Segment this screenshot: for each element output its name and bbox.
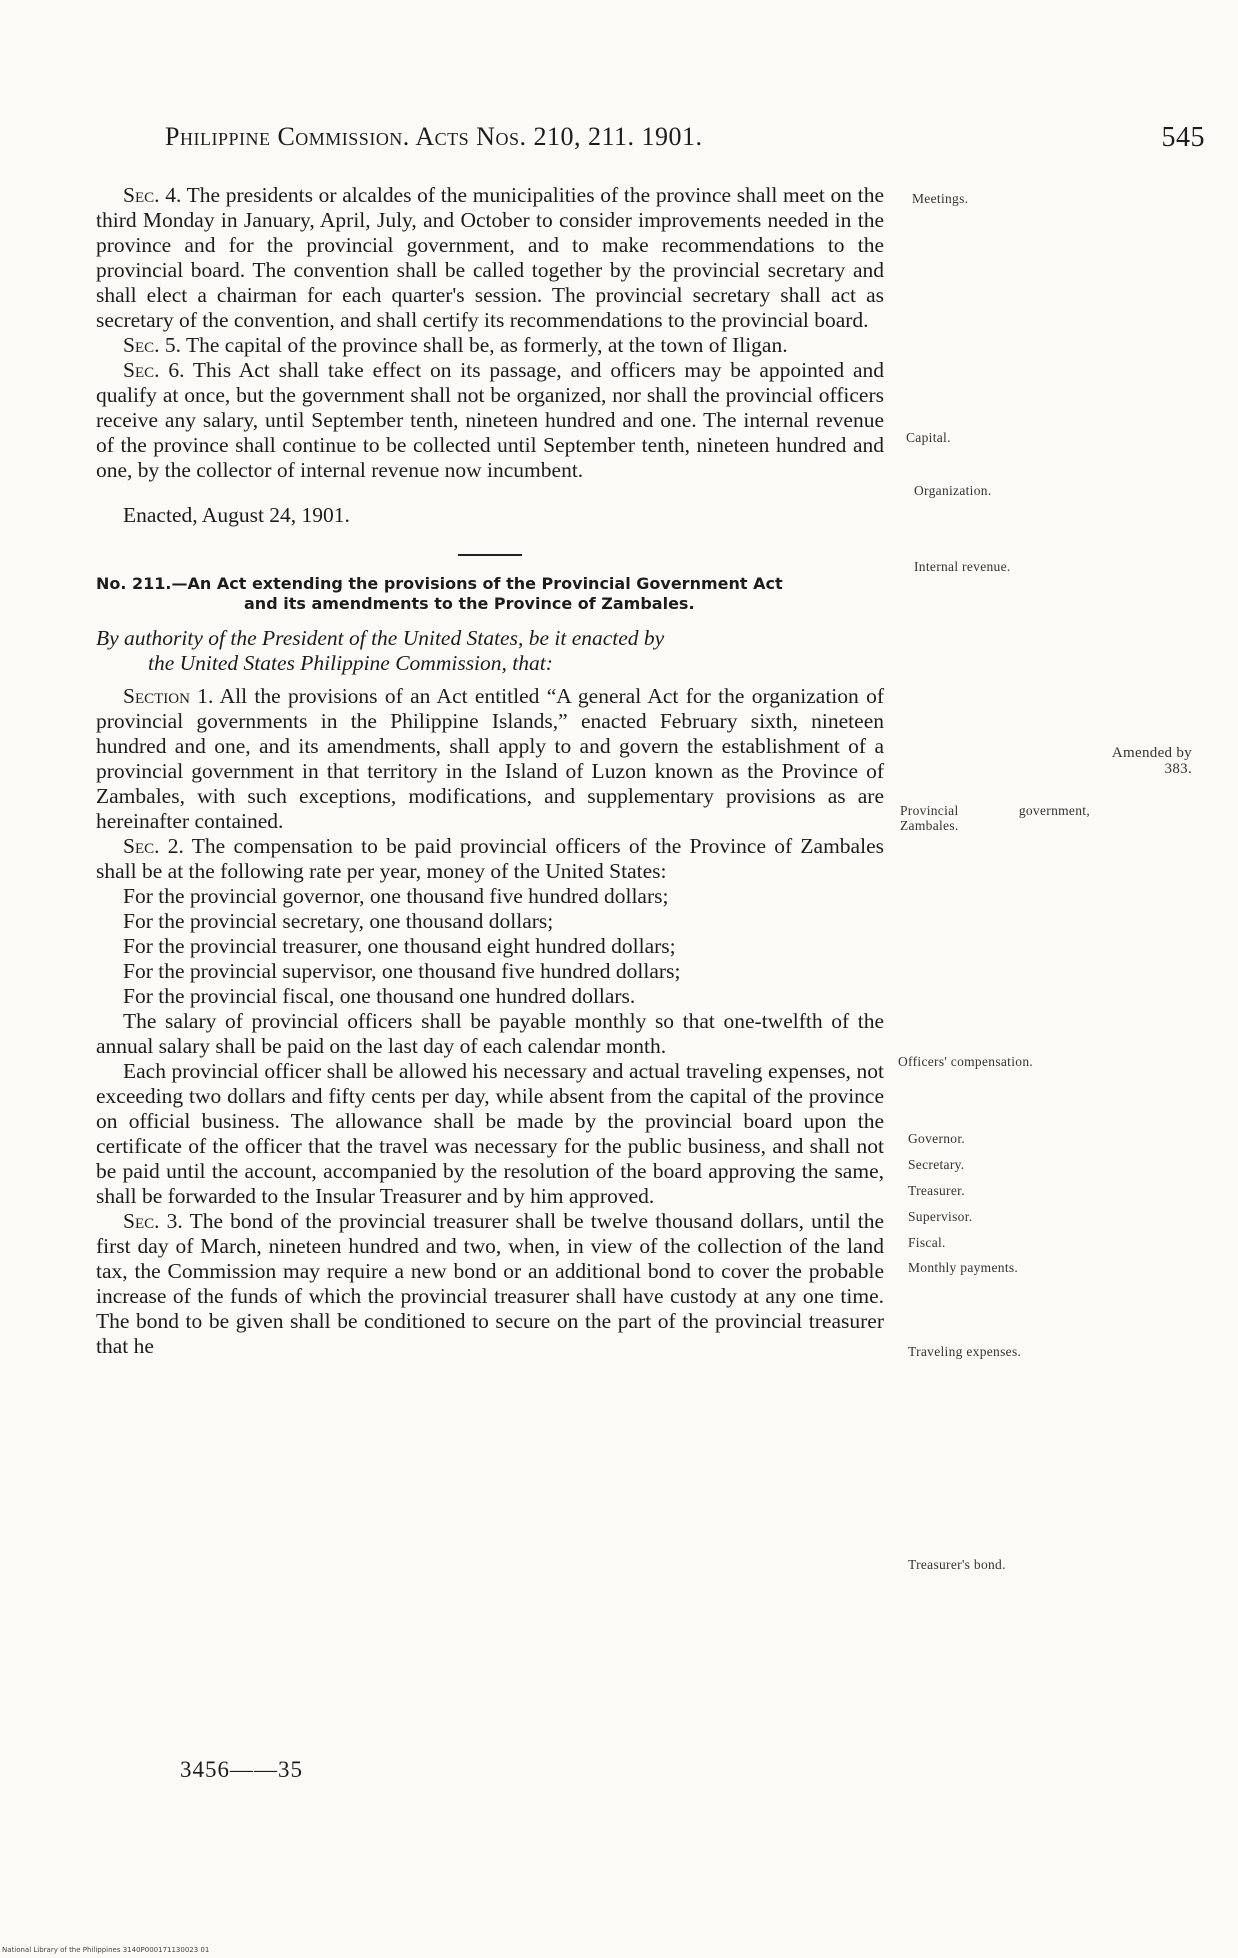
section-text: The presidents or alcaldes of the municipalities of the province shall meet on the third Monday in January, April, July, and October to consider improvements needed in the province and for the provincial government, and to make recommendations to the provincial board. The convention shall be called together by the provincial secretary and shall elect a chairman for each quarter's session. The provincial secretary shall act as secretary of the convention, and shall certify its recommendations to the provincial board. xyxy=(96,183,884,332)
section-text: The compensation to be paid provincial officers of the Province of Zambales shall be at the following rate per year, money of the United States: xyxy=(96,834,884,883)
section-lead: Section 1. xyxy=(123,684,214,708)
margin-note-secretary: Secretary. xyxy=(908,1157,965,1172)
margin-note-meetings: Meetings. xyxy=(912,191,969,206)
margin-note-traveling-expenses: Traveling expenses. xyxy=(908,1344,1022,1359)
salary-paragraph: The salary of provincial officers shall be payable monthly so that one-twelfth of the annual salary shall be paid on the last day of each calendar month. xyxy=(96,1009,884,1058)
act-title-line-1: No. 211.—An Act extending the provisions of the Provincial Government Act xyxy=(96,574,783,593)
section-lead: Sec. 3. xyxy=(123,1209,183,1233)
section-6-paragraph xyxy=(96,358,884,483)
section-text: All the provisions of an Act entitled “A general Act for the organization of provincial governments in the Philippine Islands,” enacted February sixth, nineteen hundred and one, and its amendments, shall apply to and govern the establishment of a provincial government in that territory in the Island of Luzon known as the Province of Zambales, with such exceptions, modifications, and supplementary provisions as are hereinafter contained. xyxy=(96,684,884,833)
section-3-paragraph xyxy=(96,1209,884,1359)
margin-note-internal-revenue: Internal revenue. xyxy=(914,559,1011,574)
margin-note-officers-compensation: Officers' compensation. xyxy=(898,1054,1034,1069)
rate-item: For the provincial treasurer, one thousand eight hundred dollars; xyxy=(123,934,676,958)
enacting-clause-line-1: By authority of the President of the United States, be it enacted by xyxy=(96,626,665,650)
section-2-paragraph xyxy=(96,834,884,884)
rate-item: For the provincial supervisor, one thousand five hundred dollars; xyxy=(123,959,681,983)
enacting-clause-line-2: the United States Philippine Commission, that: xyxy=(148,651,553,675)
enacted-date: Enacted, August 24, 1901. xyxy=(123,503,350,527)
rate-item: For the provincial fiscal, one thousand one hundred dollars. xyxy=(123,984,636,1008)
page-header xyxy=(165,122,1205,156)
margin-note-organization: Organization. xyxy=(914,483,992,498)
scan-credit: National Library of the Philippines 3140P000171130023 01 xyxy=(2,1946,210,1954)
section-divider xyxy=(458,554,522,556)
section-lead: Sec. 6. xyxy=(123,358,185,382)
section-lead: Sec. 5. xyxy=(123,333,181,357)
margin-note-fiscal: Fiscal. xyxy=(908,1235,946,1250)
section-text: The bond of the provincial treasurer shall be twelve thousand dollars, until the first day of March, nineteen hundred and two, when, in view of the collection of the land tax, the Commission may require a new bond or an additional bond to cover the probable increase of the funds of which the provincial treasurer shall have custody at any one time. The bond to be given shall be conditioned to secure on the part of the provincial treasurer that he xyxy=(96,1209,884,1358)
enacting-clause xyxy=(96,626,884,676)
act-211-title xyxy=(96,574,884,614)
travel-paragraph: Each provincial officer shall be allowed his necessary and actual traveling expenses, not exceeding two dollars and fifty cents per day, while absent from the capital of the province on official business. The allowance shall be made by the provincial board upon the certificate of the officer that the travel was necessary for the public business, and shall not be paid until the account, accompanied by the resolution of the board approving the same, shall be forwarded to the Insular Treasurer and by him approved. xyxy=(96,1059,884,1208)
signature-mark: 3456——35 xyxy=(180,1757,303,1782)
margin-note-amended: Amended by 383. xyxy=(1111,745,1192,777)
section-lead: Sec. 4. xyxy=(123,183,182,207)
salary-rates-list xyxy=(96,884,884,1009)
rate-item: For the provincial secretary, one thousand dollars; xyxy=(123,909,554,933)
section-lead: Sec. 2. xyxy=(123,834,184,858)
page-number: 545 xyxy=(1161,122,1205,153)
section-text: This Act shall take effect on its passage, and officers may be appointed and qualify at once, but the government shall not be organized, nor shall the provincial officers receive any salary, until September tenth, nineteen hundred and one. The internal revenue of the province shall continue to be collected until September tenth, nineteen hundred and one, by the collector of internal revenue now incumbent. xyxy=(96,358,885,482)
running-title: Philippine Commission. Acts Nos. 210, 211. 1901. xyxy=(165,122,703,151)
act-title-line-2: and its amendments to the Province of Zambales. xyxy=(244,594,695,613)
margin-note-capital: Capital. xyxy=(906,430,951,445)
margin-note-monthly-payments: Monthly payments. xyxy=(908,1260,1019,1275)
section-5-paragraph xyxy=(96,333,884,358)
section-text: The capital of the province shall be, as formerly, at the town of Iligan. xyxy=(186,333,788,357)
margin-note-treasurers-bond: Treasurer's bond. xyxy=(908,1557,1006,1572)
margin-note-governor: Governor. xyxy=(908,1131,966,1146)
margin-note-supervisor: Supervisor. xyxy=(908,1209,973,1224)
rate-item: For the provincial governor, one thousand five hundred dollars; xyxy=(123,884,669,908)
page-body xyxy=(96,183,884,1359)
margin-note-provincial-government: Provincial government, Zambales. xyxy=(900,803,1090,833)
margin-note-treasurer: Treasurer. xyxy=(908,1183,965,1198)
section-1-paragraph xyxy=(96,684,884,834)
section-4-paragraph xyxy=(96,183,884,333)
